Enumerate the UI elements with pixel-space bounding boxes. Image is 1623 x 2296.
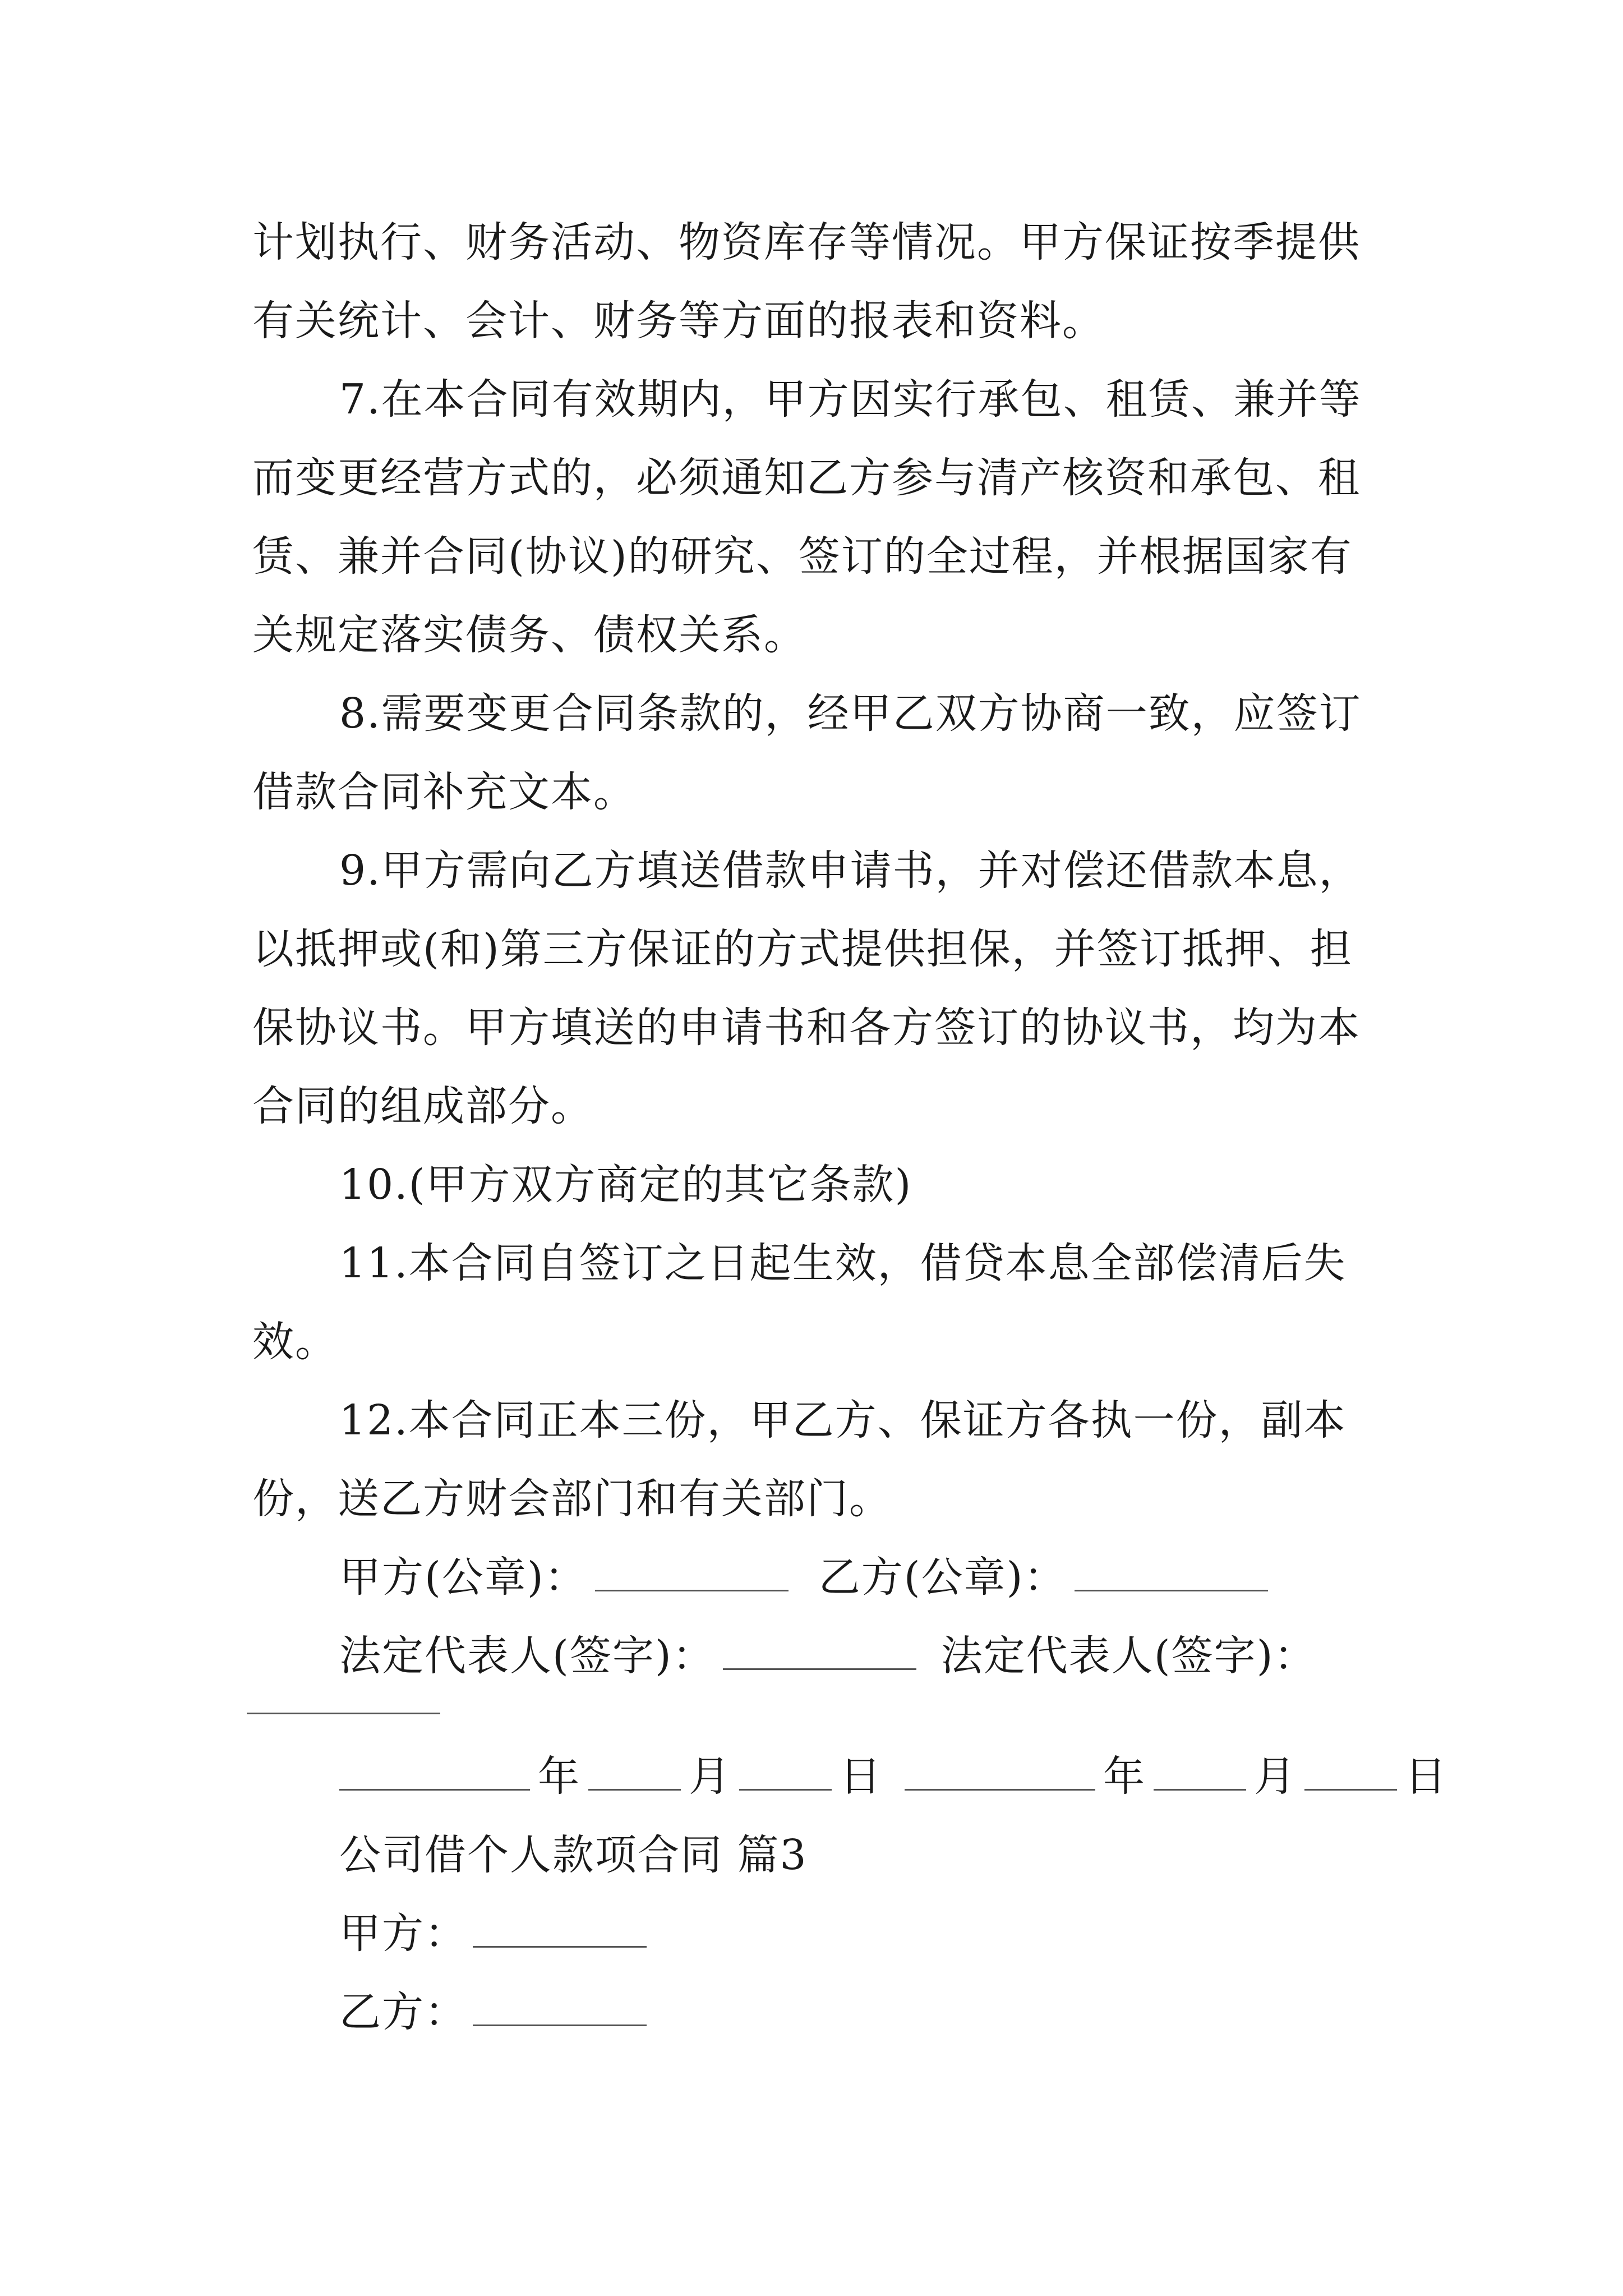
day-b-blank — [1304, 1750, 1397, 1791]
year-a-blank — [339, 1750, 530, 1791]
party-b-seal-label: 乙方(公章)： — [818, 1553, 1067, 1602]
party-b-blank — [473, 1985, 647, 2026]
paragraph-line: 保协议书。甲方填送的申请书和各方签订的协议书，均为本 — [252, 1004, 1361, 1052]
clause-11: 11.本合同自签订之日起生效，借贷本息全部偿清后失 — [339, 1239, 1347, 1287]
paragraph-line: 效。 — [252, 1318, 338, 1366]
day-a-label: 日 — [840, 1752, 882, 1801]
clause-10: 10.(甲方双方商定的其它条款) — [339, 1161, 912, 1209]
party-a-line — [339, 1906, 654, 1962]
party-a-seal-blank — [595, 1550, 789, 1591]
day-b-label: 日 — [1405, 1752, 1447, 1801]
clause-9: 9.甲方需向乙方填送借款申请书，并对偿还借款本息， — [339, 846, 1362, 895]
party-b-line — [339, 1984, 654, 2040]
party-b-label: 乙方： — [339, 1988, 467, 2036]
month-b-label: 月 — [1254, 1752, 1297, 1801]
month-a-blank — [588, 1750, 681, 1791]
paragraph-line: 借款合同补充文本。 — [252, 768, 636, 816]
paragraph-line: 关规定落实债务、债权关系。 — [252, 611, 806, 659]
year-b-label: 年 — [1103, 1752, 1146, 1801]
party-a-blank — [473, 1907, 647, 1948]
date-line — [339, 1749, 1447, 1805]
clause-7: 7.在本合同有效期内，甲方因实行承包、租赁、兼并等 — [339, 375, 1362, 424]
clause-12: 12.本合同正本三份，甲乙方、保证方各执一份，副本 — [339, 1396, 1347, 1444]
legal-rep-a-label: 法定代表人(签字)： — [339, 1632, 715, 1680]
clause-8: 8.需要变更合同条款的，经甲乙双方协商一致，应签订 — [339, 689, 1362, 738]
paragraph-line: 份，送乙方财会部门和有关部门。 — [252, 1475, 892, 1523]
year-b-blank — [905, 1750, 1095, 1791]
legal-rep-line — [339, 1628, 1317, 1684]
seal-line — [339, 1549, 1276, 1605]
section-title: 公司借个人款项合同 篇3 — [339, 1831, 808, 1879]
party-a-seal-label: 甲方(公章)： — [339, 1553, 587, 1602]
party-a-label: 甲方： — [339, 1910, 467, 1958]
month-a-label: 月 — [689, 1752, 731, 1801]
legal-rep-b-label: 法定代表人(签字)： — [940, 1632, 1317, 1680]
paragraph-line: 有关统计、会计、财务等方面的报表和资料。 — [252, 297, 1105, 345]
party-b-seal-blank — [1075, 1550, 1268, 1591]
year-a-label: 年 — [538, 1752, 580, 1801]
paragraph-line: 而变更经营方式的，必须通知乙方参与清产核资和承包、租 — [252, 454, 1361, 502]
paragraph-line: 合同的组成部分。 — [252, 1082, 593, 1130]
paragraph-line: 计划执行、财务活动、物资库存等情况。甲方保证按季提供 — [252, 218, 1361, 266]
day-a-blank — [739, 1750, 832, 1791]
legal-rep-a-blank — [723, 1629, 916, 1670]
paragraph-line: 赁、兼并合同(协议)的研究、签订的全过程，并根据国家有 — [252, 532, 1353, 581]
paragraph-line: 以抵押或(和)第三方保证的方式提供担保，并签订抵押、担 — [252, 925, 1353, 973]
month-b-blank — [1154, 1750, 1246, 1791]
legal-rep-b-blank — [247, 1713, 440, 1714]
